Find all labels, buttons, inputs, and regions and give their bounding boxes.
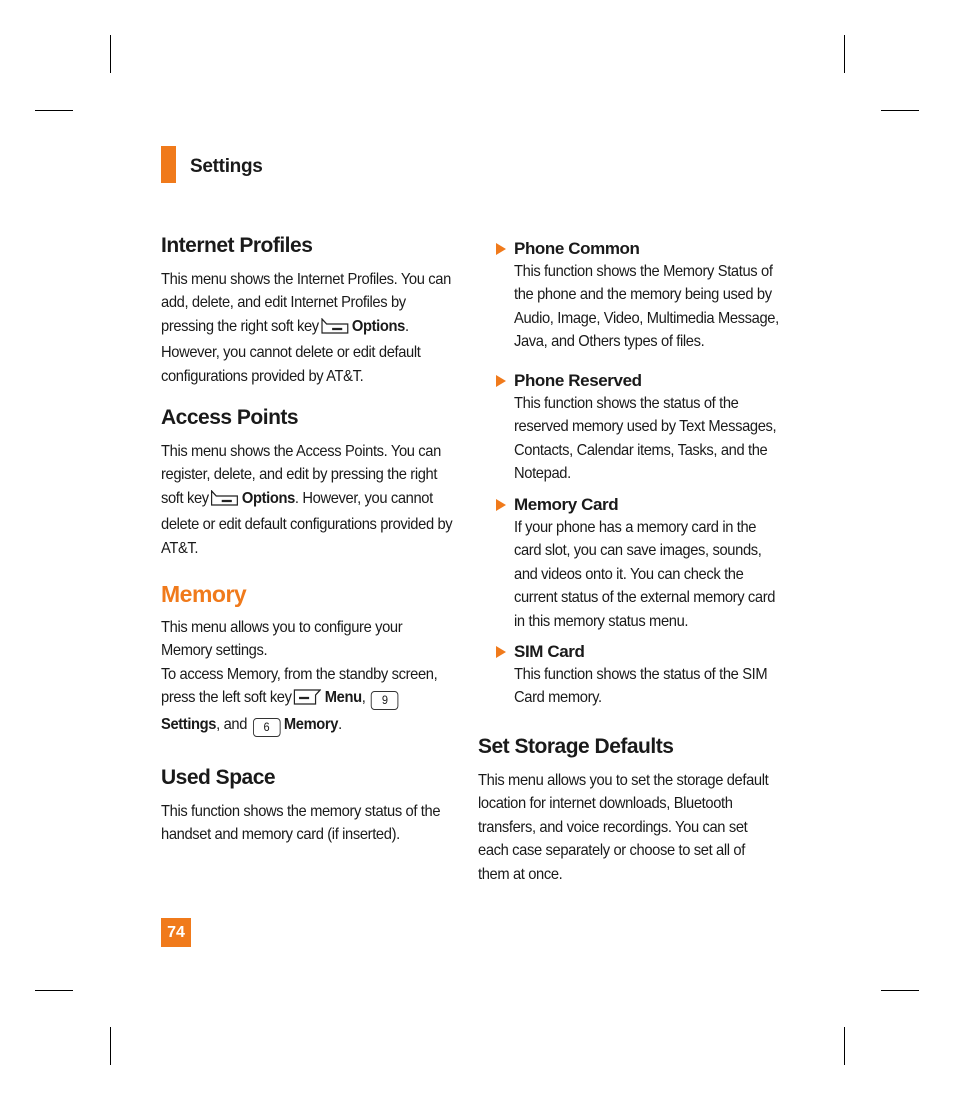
section-set-storage-defaults: [478, 733, 778, 886]
section-heading: Used Space: [161, 766, 276, 789]
crop-mark: [110, 1027, 111, 1065]
body-text: . However, you cannot delete or edit default configurations provided by AT&T.: [161, 317, 421, 385]
list-item: [478, 370, 778, 486]
section-heading: Memory: [161, 581, 247, 607]
section-body: This menu allows you to set the storage default location for internet downloads, Bluetooth transfers, and voice recordings. You can set each case separately or choose to set all of them at once.: [478, 772, 769, 883]
right-column: [478, 238, 778, 886]
section-body: [161, 440, 454, 560]
item-text: If your phone has a memory card in the card slot, you can save images, sounds, and videos onto it. You can check the current status of the external memory card in this memory status menu.: [514, 519, 776, 630]
crop-mark: [35, 110, 73, 111]
arrow-right-icon: [496, 243, 506, 255]
list-item: [478, 494, 778, 633]
section-access-points: [161, 404, 451, 580]
section-memory: [161, 580, 451, 764]
options-keyword: Options: [351, 317, 405, 335]
body-text: This menu shows the Internet Profiles. You can add, delete, and edit Internet Profiles by pressing the right soft key: [161, 271, 451, 335]
body-text: ,: [361, 689, 366, 707]
body-text: , and: [216, 715, 248, 733]
item-text: This function shows the Memory Status of the phone and the memory being used by Audio, Image, Video, Multimedia Message, Java, and Others types of files.: [514, 263, 779, 351]
list-item: [478, 238, 778, 362]
memory-keyword: Memory: [283, 715, 339, 733]
body-text: To access Memory, from the standby screen, press the left soft key: [161, 665, 438, 707]
body-text: This menu shows the Access Points. You can register, delete, and edit by pressing the right soft key: [161, 443, 441, 507]
item-title: SIM Card: [514, 642, 585, 661]
section-used-space: [161, 764, 451, 847]
body-text: .: [338, 715, 342, 733]
crop-mark: [881, 110, 919, 111]
page-header-title: Settings: [190, 156, 263, 177]
section-heading: Set Storage Defaults: [478, 735, 674, 758]
item-text: This function shows the status of the SIM Card memory.: [514, 666, 768, 707]
list-item: [478, 641, 778, 725]
settings-keyword: Settings: [161, 715, 217, 733]
section-body: [161, 616, 454, 737]
options-keyword: Options: [241, 489, 295, 507]
body-text: This menu allows you to configure your Memory settings.: [161, 619, 403, 660]
header-accent-bar: [161, 146, 176, 183]
arrow-right-icon: [496, 375, 506, 387]
section-body: This function shows the memory status of the handset and memory card (if inserted).: [161, 803, 441, 844]
left-column: [161, 232, 451, 847]
section-heading: Internet Profiles: [161, 234, 313, 257]
right-soft-key-icon: [321, 318, 349, 341]
left-soft-key-icon: [293, 689, 321, 712]
arrow-right-icon: [496, 646, 506, 658]
item-text: This function shows the status of the reserved memory used by Text Messages, Contacts, Calendar items, Tasks, and the Notepad.: [514, 395, 777, 483]
right-soft-key-icon: [211, 490, 239, 513]
item-title: Memory Card: [514, 495, 619, 514]
item-title: Phone Common: [514, 239, 640, 258]
section-internet-profiles: [161, 232, 451, 404]
crop-mark: [844, 1027, 845, 1065]
section-heading: Access Points: [161, 406, 299, 429]
menu-keyword: Menu: [324, 689, 362, 707]
crop-mark: [881, 990, 919, 991]
page-number: 74: [161, 918, 191, 947]
key-9-icon: 9: [371, 691, 399, 710]
item-title: Phone Reserved: [514, 371, 642, 390]
section-body: [161, 268, 454, 388]
crop-mark: [110, 35, 111, 73]
crop-mark: [844, 35, 845, 73]
arrow-right-icon: [496, 499, 506, 511]
crop-mark: [35, 990, 73, 991]
key-6-icon: 6: [253, 718, 281, 737]
body-text: . However, you cannot delete or edit default configurations provided by AT&T.: [161, 489, 453, 557]
